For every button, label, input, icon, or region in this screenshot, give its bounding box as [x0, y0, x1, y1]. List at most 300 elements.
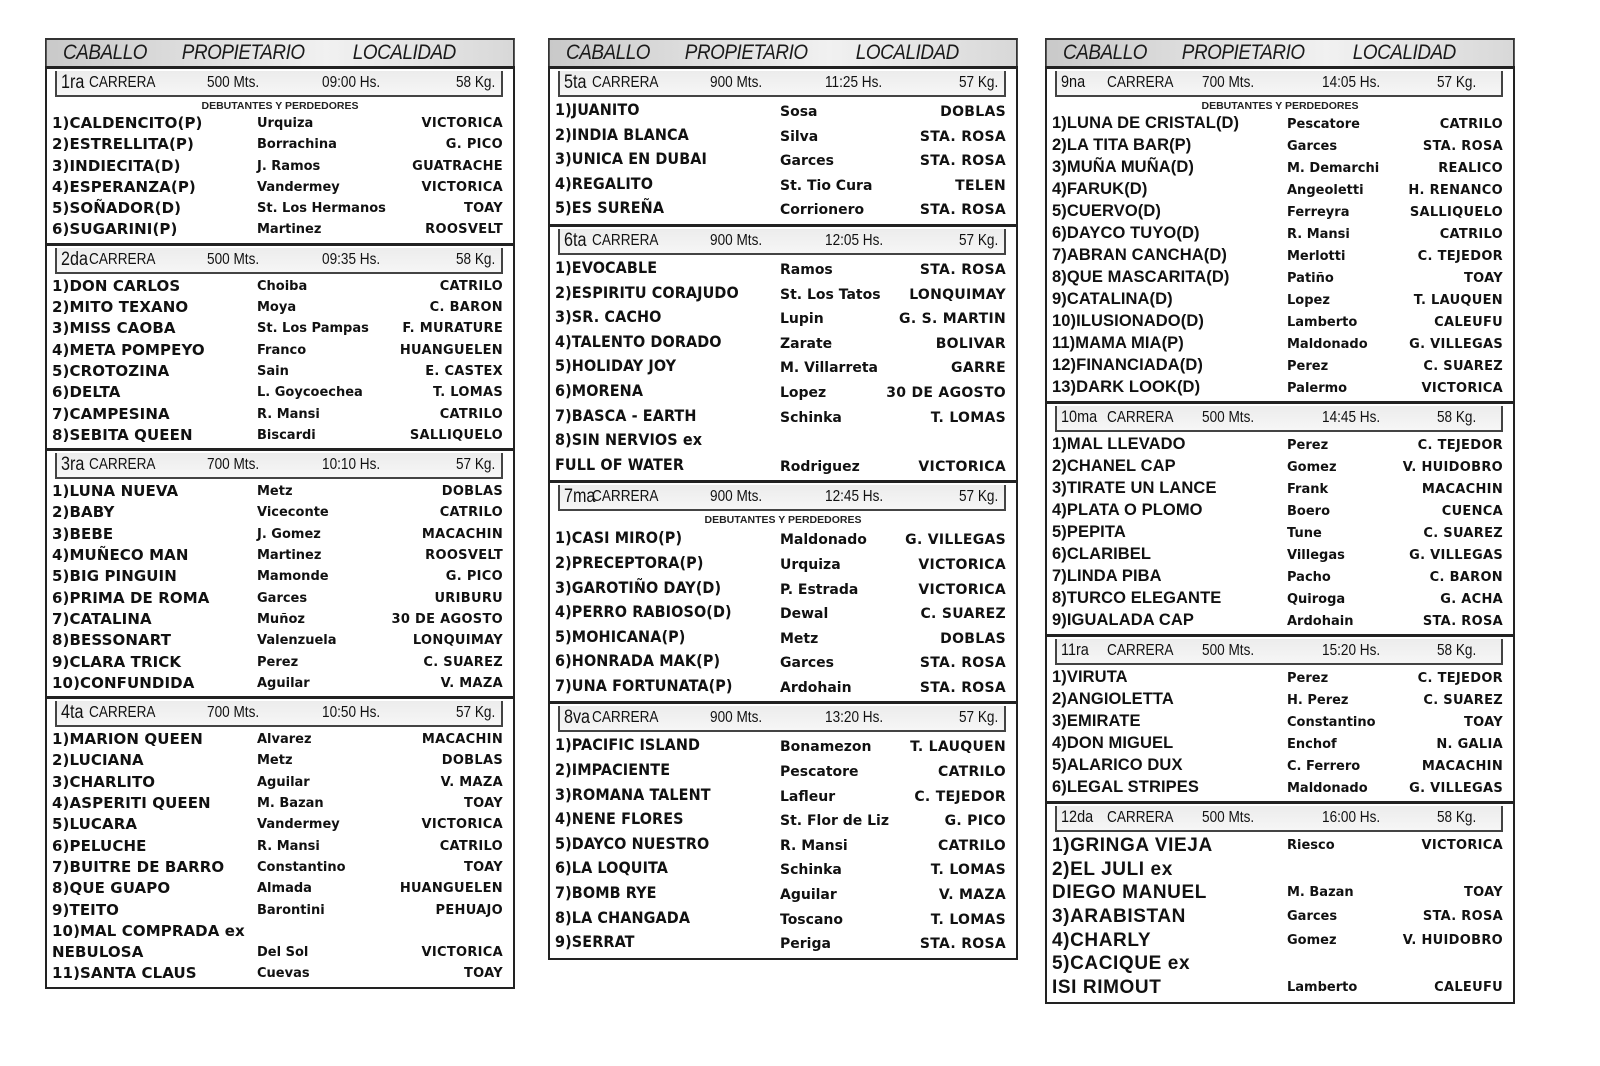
entry-row	[550, 173, 1016, 198]
owner-name: Silva	[780, 128, 819, 145]
header-horse: CABALLO	[1063, 41, 1148, 64]
horse-name: 4)TALENTO DORADO	[555, 331, 722, 351]
race-header	[1055, 639, 1503, 665]
locality-name: H. RENANCO	[1408, 183, 1503, 198]
locality-name: CATRILO	[938, 837, 1006, 854]
entry-row	[550, 197, 1016, 222]
locality-name: N. GALIA	[1436, 737, 1503, 752]
locality-name: F. MURATURE	[402, 321, 503, 337]
owner-name: Bonamezon	[780, 739, 872, 756]
entry-row	[47, 673, 513, 694]
race-weight: 58 Kg.	[1436, 409, 1476, 426]
locality-name: CALEUFU	[1434, 315, 1503, 330]
locality-name: C. TEJEDOR	[1417, 249, 1503, 264]
locality-name: TELEN	[955, 177, 1006, 194]
entry-row	[47, 588, 513, 609]
horse-name: 4)PERRO RABIOSO(D)	[555, 602, 732, 622]
race-ordinal: 11ra	[1061, 640, 1089, 659]
owner-name: St. Tio Cura	[780, 177, 873, 194]
horse-name: 5)MOHICANA(P)	[555, 626, 686, 646]
horse-name: 2)ANGIOLETTA	[1052, 690, 1174, 708]
entry-row	[550, 282, 1016, 307]
owner-name: Barontini	[257, 902, 325, 918]
race-weight: 58 Kg.	[1436, 809, 1476, 826]
owner-name: Sain	[257, 363, 289, 379]
locality-name: LONQUIMAY	[909, 286, 1006, 303]
horse-name: 7)BUITRE DE BARRO	[52, 857, 225, 876]
entry-row	[47, 814, 513, 835]
horse-name: 6)LEGAL STRIPES	[1052, 778, 1199, 796]
race-distance: 500 Mts.	[207, 250, 260, 268]
horse-name: 4)REGALITO	[555, 173, 654, 193]
race-header	[1055, 806, 1503, 832]
race-subtitle: DEBUTANTES Y PERDEDORES	[704, 514, 862, 527]
horse-name: 4)PLATA O PLOMO	[1052, 501, 1203, 519]
race-section	[1047, 801, 1513, 1002]
race-label: CARRERA	[1107, 809, 1174, 826]
owner-name: Metz	[257, 484, 293, 500]
locality-name: E. CASTEX	[425, 363, 503, 379]
column-header	[1045, 38, 1515, 66]
race-ordinal: 3ra	[61, 454, 85, 476]
owner-name: Pescatore	[780, 764, 859, 781]
horse-name: 2)MITO TEXANO	[52, 298, 189, 317]
entry-row	[1047, 610, 1513, 632]
horse-name: 3)MUÑA MUÑA(D)	[1052, 158, 1194, 176]
entry-row	[1047, 113, 1513, 135]
race-ordinal: 12da	[1061, 807, 1094, 826]
owner-name: Borrachina	[257, 137, 337, 153]
race-weight: 57 Kg.	[958, 488, 998, 506]
locality-name: V. MAZA	[440, 774, 503, 790]
locality-name: CATRILO	[938, 764, 1006, 781]
owner-name: Lopez	[1287, 293, 1330, 308]
horse-name: 5)DAYCO NUESTRO	[555, 833, 710, 853]
owner-name: Urquiza	[780, 556, 841, 573]
race-header	[558, 706, 1006, 732]
owner-name: Gomez	[1287, 932, 1337, 948]
horse-name: 8)BESSONART	[52, 631, 172, 650]
entry-row	[550, 857, 1016, 882]
locality-name: STA. ROSA	[919, 655, 1006, 672]
horse-name: 7)UNA FORTUNATA(P)	[555, 675, 733, 695]
entry-row	[1047, 566, 1513, 588]
owner-name: Periga	[780, 936, 831, 953]
horse-name: 2)EL JULI ex	[1052, 858, 1173, 880]
owner-name: Constantino	[1287, 715, 1376, 730]
entry-row	[1047, 755, 1513, 777]
entry-row	[550, 355, 1016, 380]
owner-name: M. Villarreta	[780, 360, 878, 377]
owner-name: Garces	[1287, 909, 1338, 925]
owner-name: C. Ferrero	[1287, 759, 1361, 774]
locality-name: STA. ROSA	[1422, 139, 1503, 154]
entry-row	[550, 626, 1016, 651]
locality-name: DOBLAS	[940, 104, 1006, 120]
locality-name: G. VILLEGAS	[1409, 337, 1503, 352]
race-weight: 57 Kg.	[455, 704, 495, 722]
locality-name: TOAY	[1463, 885, 1503, 901]
entry-row	[550, 833, 1016, 858]
owner-name: Garces	[780, 153, 834, 170]
owner-name: Cuevas	[257, 966, 310, 982]
owner-name: Muñoz	[257, 611, 305, 627]
horse-name: 1)MAL LLEVADO	[1052, 435, 1186, 453]
owner-name: Lopez	[780, 384, 827, 401]
race-ordinal: 1ra	[61, 72, 85, 93]
horse-name: 9)TEITO	[52, 900, 120, 919]
owner-name: Corrionero	[780, 202, 865, 219]
race-time: 12:05 Hs.	[825, 231, 884, 249]
horse-name: 6)LA LOQUITA	[555, 858, 668, 878]
entry-row	[47, 156, 513, 177]
horse-name: 3)CHARLITO	[52, 772, 156, 791]
owner-name: L. Goycoechea	[257, 385, 363, 401]
locality-name: CATRILO	[439, 838, 503, 854]
entry-row	[550, 601, 1016, 626]
locality-name: MACACHIN	[421, 526, 503, 542]
locality-name: G. PICO	[445, 137, 503, 153]
owner-name: Angeoletti	[1287, 183, 1364, 198]
owner-name: Mamonde	[257, 569, 329, 585]
locality-name: PEHUAJO	[435, 902, 503, 918]
owner-name: Dewal	[780, 606, 829, 623]
race-ordinal: 7ma	[564, 486, 596, 508]
horse-name: 4)DON MIGUEL	[1052, 734, 1174, 752]
header-owner: PROPIETARIO	[684, 41, 808, 64]
locality-name: TOAY	[1463, 715, 1503, 730]
entry-row	[47, 113, 513, 134]
horse-name: 11)SANTA CLAUS	[52, 964, 197, 983]
entry-row	[550, 675, 1016, 700]
horse-name: 3)SR. CACHO	[555, 307, 662, 327]
owner-name: Villegas	[1287, 548, 1345, 563]
entry-row	[47, 340, 513, 361]
locality-name: MACACHIN	[1421, 759, 1503, 774]
entry-row	[1047, 500, 1513, 522]
race-label: CARRERA	[89, 704, 156, 722]
race-label: CARRERA	[1107, 74, 1174, 91]
owner-name: Enchof	[1287, 737, 1337, 752]
entry-row	[47, 900, 513, 921]
entry-row	[1047, 434, 1513, 456]
column-body	[45, 66, 515, 989]
header-horse: CABALLO	[63, 41, 148, 64]
entry-row	[550, 907, 1016, 932]
horse-name: 8)QUE MASCARITA(D)	[1052, 268, 1230, 286]
race-subtitle: DEBUTANTES Y PERDEDORES	[1201, 100, 1359, 112]
horse-name: 7)CATALINA	[52, 609, 152, 628]
entry-row	[47, 963, 513, 984]
entry-row	[47, 772, 513, 793]
race-distance: 900 Mts.	[710, 231, 763, 249]
locality-name: 30 DE AGOSTO	[886, 384, 1006, 401]
locality-name: G. VILLEGAS	[1409, 548, 1503, 563]
owner-name: Frank	[1287, 482, 1329, 497]
locality-name: CUENCA	[1441, 504, 1503, 519]
locality-name: C. BARON	[429, 300, 503, 316]
race-label: CARRERA	[89, 250, 156, 268]
race-header	[55, 453, 503, 479]
race-header	[558, 229, 1006, 255]
locality-name: VICTORICA	[1421, 381, 1503, 396]
owner-name: Pescatore	[1287, 117, 1360, 132]
race-ordinal: 5ta	[564, 72, 587, 93]
race-header	[55, 248, 503, 274]
horse-name: 2)INDIA BLANCA	[555, 124, 689, 144]
locality-name: STA. ROSA	[919, 261, 1006, 278]
horse-name: 1)EVOCABLE	[555, 257, 658, 277]
entry-row	[47, 729, 513, 750]
entry-row	[47, 425, 513, 446]
horse-name: 1)VIRUTA	[1052, 668, 1128, 686]
entry-row	[47, 297, 513, 318]
owner-name: Ardohain	[1287, 614, 1354, 629]
entry-row	[550, 808, 1016, 833]
owner-name: Lamberto	[1287, 315, 1358, 330]
entry-row	[47, 276, 513, 297]
owner-name: Del Sol	[257, 945, 309, 961]
locality-name: STA. ROSA	[919, 936, 1006, 953]
owner-name: R. Mansi	[257, 406, 320, 422]
horse-name: 1)GRINGA VIEJA	[1052, 835, 1213, 856]
race-ordinal: 10ma	[1061, 407, 1098, 426]
locality-name: CALEUFU	[1434, 980, 1503, 996]
locality-name: G. S. MARTIN	[899, 311, 1006, 328]
locality-name: MACACHIN	[1421, 482, 1503, 497]
horse-name: 7)CAMPESINA	[52, 404, 170, 423]
locality-name: VICTORICA	[1421, 838, 1503, 853]
race-time: 15:20 Hs.	[1322, 642, 1381, 659]
entry-row	[1047, 456, 1513, 478]
locality-name: CATRILO	[1439, 227, 1503, 242]
race-weight: 57 Kg.	[958, 74, 998, 91]
race-section	[47, 243, 513, 448]
locality-name: DOBLAS	[441, 484, 503, 500]
race-header	[558, 485, 1006, 511]
horse-name: 5)ALARICO DUX	[1052, 756, 1183, 774]
locality-name: TOAY	[1463, 271, 1503, 286]
entry-row	[1047, 881, 1513, 905]
locality-name: T. LOMAS	[930, 409, 1006, 426]
locality-name: G. PICO	[445, 569, 503, 585]
horse-name: 6)DELTA	[52, 383, 121, 402]
locality-name: C. TEJEDOR	[1417, 671, 1503, 686]
entry-row	[47, 566, 513, 587]
locality-name: GUATRACHE	[412, 158, 503, 174]
horse-name: 2)LA TITA BAR(P)	[1052, 136, 1192, 154]
horse-name: 9)SERRAT	[555, 932, 635, 952]
entry-row	[550, 734, 1016, 759]
race-label: CARRERA	[592, 231, 659, 249]
race-section	[47, 696, 513, 987]
entry-row	[1047, 267, 1513, 289]
entry-row	[47, 382, 513, 403]
locality-name: VICTORICA	[918, 458, 1006, 475]
owner-name: Franco	[257, 342, 307, 358]
locality-name: C. BARON	[1429, 570, 1503, 585]
owner-name: Sosa	[780, 104, 818, 120]
owner-name: Lupin	[780, 311, 824, 328]
horse-name: 6)PELUCHE	[52, 836, 147, 855]
race-label: CARRERA	[592, 709, 659, 727]
owner-name: Lafleur	[780, 788, 836, 805]
entry-row	[47, 404, 513, 425]
horse-name: DIEGO MANUEL	[1052, 882, 1207, 904]
owner-name: Garces	[1287, 139, 1338, 154]
locality-name: URIBURU	[434, 590, 503, 606]
owner-name: Biscardi	[257, 427, 316, 443]
owner-name: St. Los Pampas	[257, 321, 369, 337]
entry-row	[1047, 311, 1513, 333]
locality-name: V. MAZA	[938, 887, 1006, 904]
locality-name: VICTORICA	[421, 179, 503, 195]
header-locality: LOCALIDAD	[352, 41, 456, 64]
race-distance: 700 Mts.	[1202, 74, 1255, 91]
owner-name: M. Demarchi	[1287, 161, 1380, 176]
horse-name: 4)FARUK(D)	[1052, 180, 1148, 198]
horse-name: 7)LINDA PIBA	[1052, 567, 1162, 585]
column-3	[1045, 38, 1515, 1004]
race-distance: 700 Mts.	[207, 456, 260, 474]
locality-name: C. SUAREZ	[1423, 526, 1503, 541]
entry-row	[550, 429, 1016, 454]
horse-name: 4)MUÑECO MAN	[52, 546, 189, 565]
header-locality: LOCALIDAD	[1352, 41, 1456, 64]
horse-name: 3)MISS CAOBA	[52, 319, 176, 338]
race-time: 09:35 Hs.	[322, 250, 381, 268]
locality-name: T. LAUQUEN	[1413, 293, 1503, 308]
horse-name: 6)HONRADA MAK(P)	[555, 651, 721, 671]
owner-name: Boero	[1287, 504, 1330, 519]
race-section	[550, 480, 1016, 701]
locality-name: T. LOMAS	[930, 911, 1006, 928]
horse-name: 9)CLARA TRICK	[52, 652, 182, 671]
horse-name: 2)PRECEPTORA(P)	[555, 552, 704, 572]
race-section	[550, 71, 1016, 224]
locality-name: REALICO	[1438, 161, 1503, 176]
owner-name: Metz	[780, 630, 819, 647]
entry-row	[550, 331, 1016, 356]
entry-row	[47, 198, 513, 219]
entry-row	[1047, 834, 1513, 858]
race-weight: 57 Kg.	[455, 456, 495, 474]
locality-name: G. ACHA	[1440, 592, 1503, 607]
horse-name: 2)LUCIANA	[52, 751, 144, 770]
race-time: 16:00 Hs.	[1322, 809, 1381, 826]
horse-name: 8)QUE GUAPO	[52, 879, 171, 898]
horse-name: 6)DAYCO TUYO(D)	[1052, 224, 1200, 242]
entry-row	[1047, 976, 1513, 1000]
entry-row	[47, 793, 513, 814]
horse-name: 8)SEBITA QUEEN	[52, 425, 193, 444]
owner-name: Schinka	[780, 862, 842, 879]
owner-name: Toscano	[780, 911, 843, 928]
owner-name: J. Ramos	[257, 158, 321, 174]
horse-name: 4)CHARLY	[1052, 929, 1152, 951]
locality-name: SALLIQUELO	[1409, 205, 1503, 220]
entry-row	[47, 318, 513, 339]
locality-name: TOAY	[463, 966, 503, 982]
locality-name: CATRILO	[439, 278, 503, 294]
entry-row	[1047, 355, 1513, 377]
owner-name: Ardohain	[780, 679, 852, 696]
entry-row	[550, 148, 1016, 173]
locality-name: TOAY	[463, 201, 503, 217]
owner-name: M. Bazan	[257, 796, 324, 812]
owner-name: Aguilar	[780, 887, 837, 904]
race-section	[550, 701, 1016, 957]
entry-row	[1047, 478, 1513, 500]
race-header	[1055, 71, 1503, 97]
owner-name: Gomez	[1287, 460, 1337, 475]
entry-row	[47, 134, 513, 155]
race-distance: 900 Mts.	[710, 488, 763, 506]
entry-row	[1047, 777, 1513, 799]
horse-name: NEBULOSA	[52, 943, 144, 962]
owner-name: Rodriguez	[780, 458, 860, 475]
entry-row	[47, 609, 513, 630]
locality-name: VICTORICA	[421, 817, 503, 833]
locality-name: G. PICO	[944, 813, 1006, 830]
owner-name: Maldonado	[780, 532, 867, 549]
race-ordinal: 4ta	[61, 702, 84, 724]
owner-name: Quiroga	[1287, 592, 1346, 607]
column-body	[548, 66, 1018, 960]
locality-name: STA. ROSA	[919, 202, 1006, 219]
header-owner: PROPIETARIO	[1181, 41, 1305, 64]
owner-name: Zarate	[780, 335, 833, 352]
race-ordinal: 8va	[564, 707, 591, 729]
horse-name: 10)MAL COMPRADA ex	[52, 921, 245, 940]
race-label: CARRERA	[89, 456, 156, 474]
entry-row	[550, 882, 1016, 907]
horse-name: 2)IMPACIENTE	[555, 760, 671, 780]
horse-name: 1)MARION QUEEN	[52, 730, 203, 749]
locality-name: SALLIQUELO	[409, 427, 503, 443]
entry-row	[550, 784, 1016, 809]
owner-name: Vandermey	[257, 817, 340, 833]
horse-name: 3)UNICA EN DUBAI	[555, 149, 707, 169]
locality-name: CATRILO	[439, 505, 503, 521]
locality-name: DOBLAS	[441, 753, 503, 769]
locality-name: CATRILO	[439, 406, 503, 422]
owner-name: Perez	[257, 654, 299, 670]
race-distance: 900 Mts.	[710, 709, 763, 727]
horse-name: 3)EMIRATE	[1052, 712, 1141, 730]
owner-name: R. Mansi	[780, 837, 848, 854]
entry-row	[1047, 245, 1513, 267]
locality-name: STA. ROSA	[919, 128, 1006, 145]
owner-name: Constantino	[257, 859, 346, 875]
owner-name: Urquiza	[257, 116, 314, 131]
race-header	[558, 71, 1006, 97]
entry-row	[47, 177, 513, 198]
locality-name: GARRE	[951, 360, 1006, 377]
entry-row	[47, 652, 513, 673]
owner-name: Maldonado	[1287, 781, 1368, 796]
locality-name: G. VILLEGAS	[905, 532, 1006, 549]
horse-name: 2)ESTRELLITA(P)	[52, 135, 194, 154]
entry-row	[1047, 377, 1513, 399]
race-distance: 700 Mts.	[207, 704, 260, 722]
locality-name: VICTORICA	[918, 556, 1006, 573]
entry-row	[47, 545, 513, 566]
entry-row	[47, 630, 513, 651]
locality-name: C. SUAREZ	[1423, 693, 1503, 708]
entry-row	[1047, 223, 1513, 245]
locality-name: ROOSVELT	[425, 222, 503, 238]
